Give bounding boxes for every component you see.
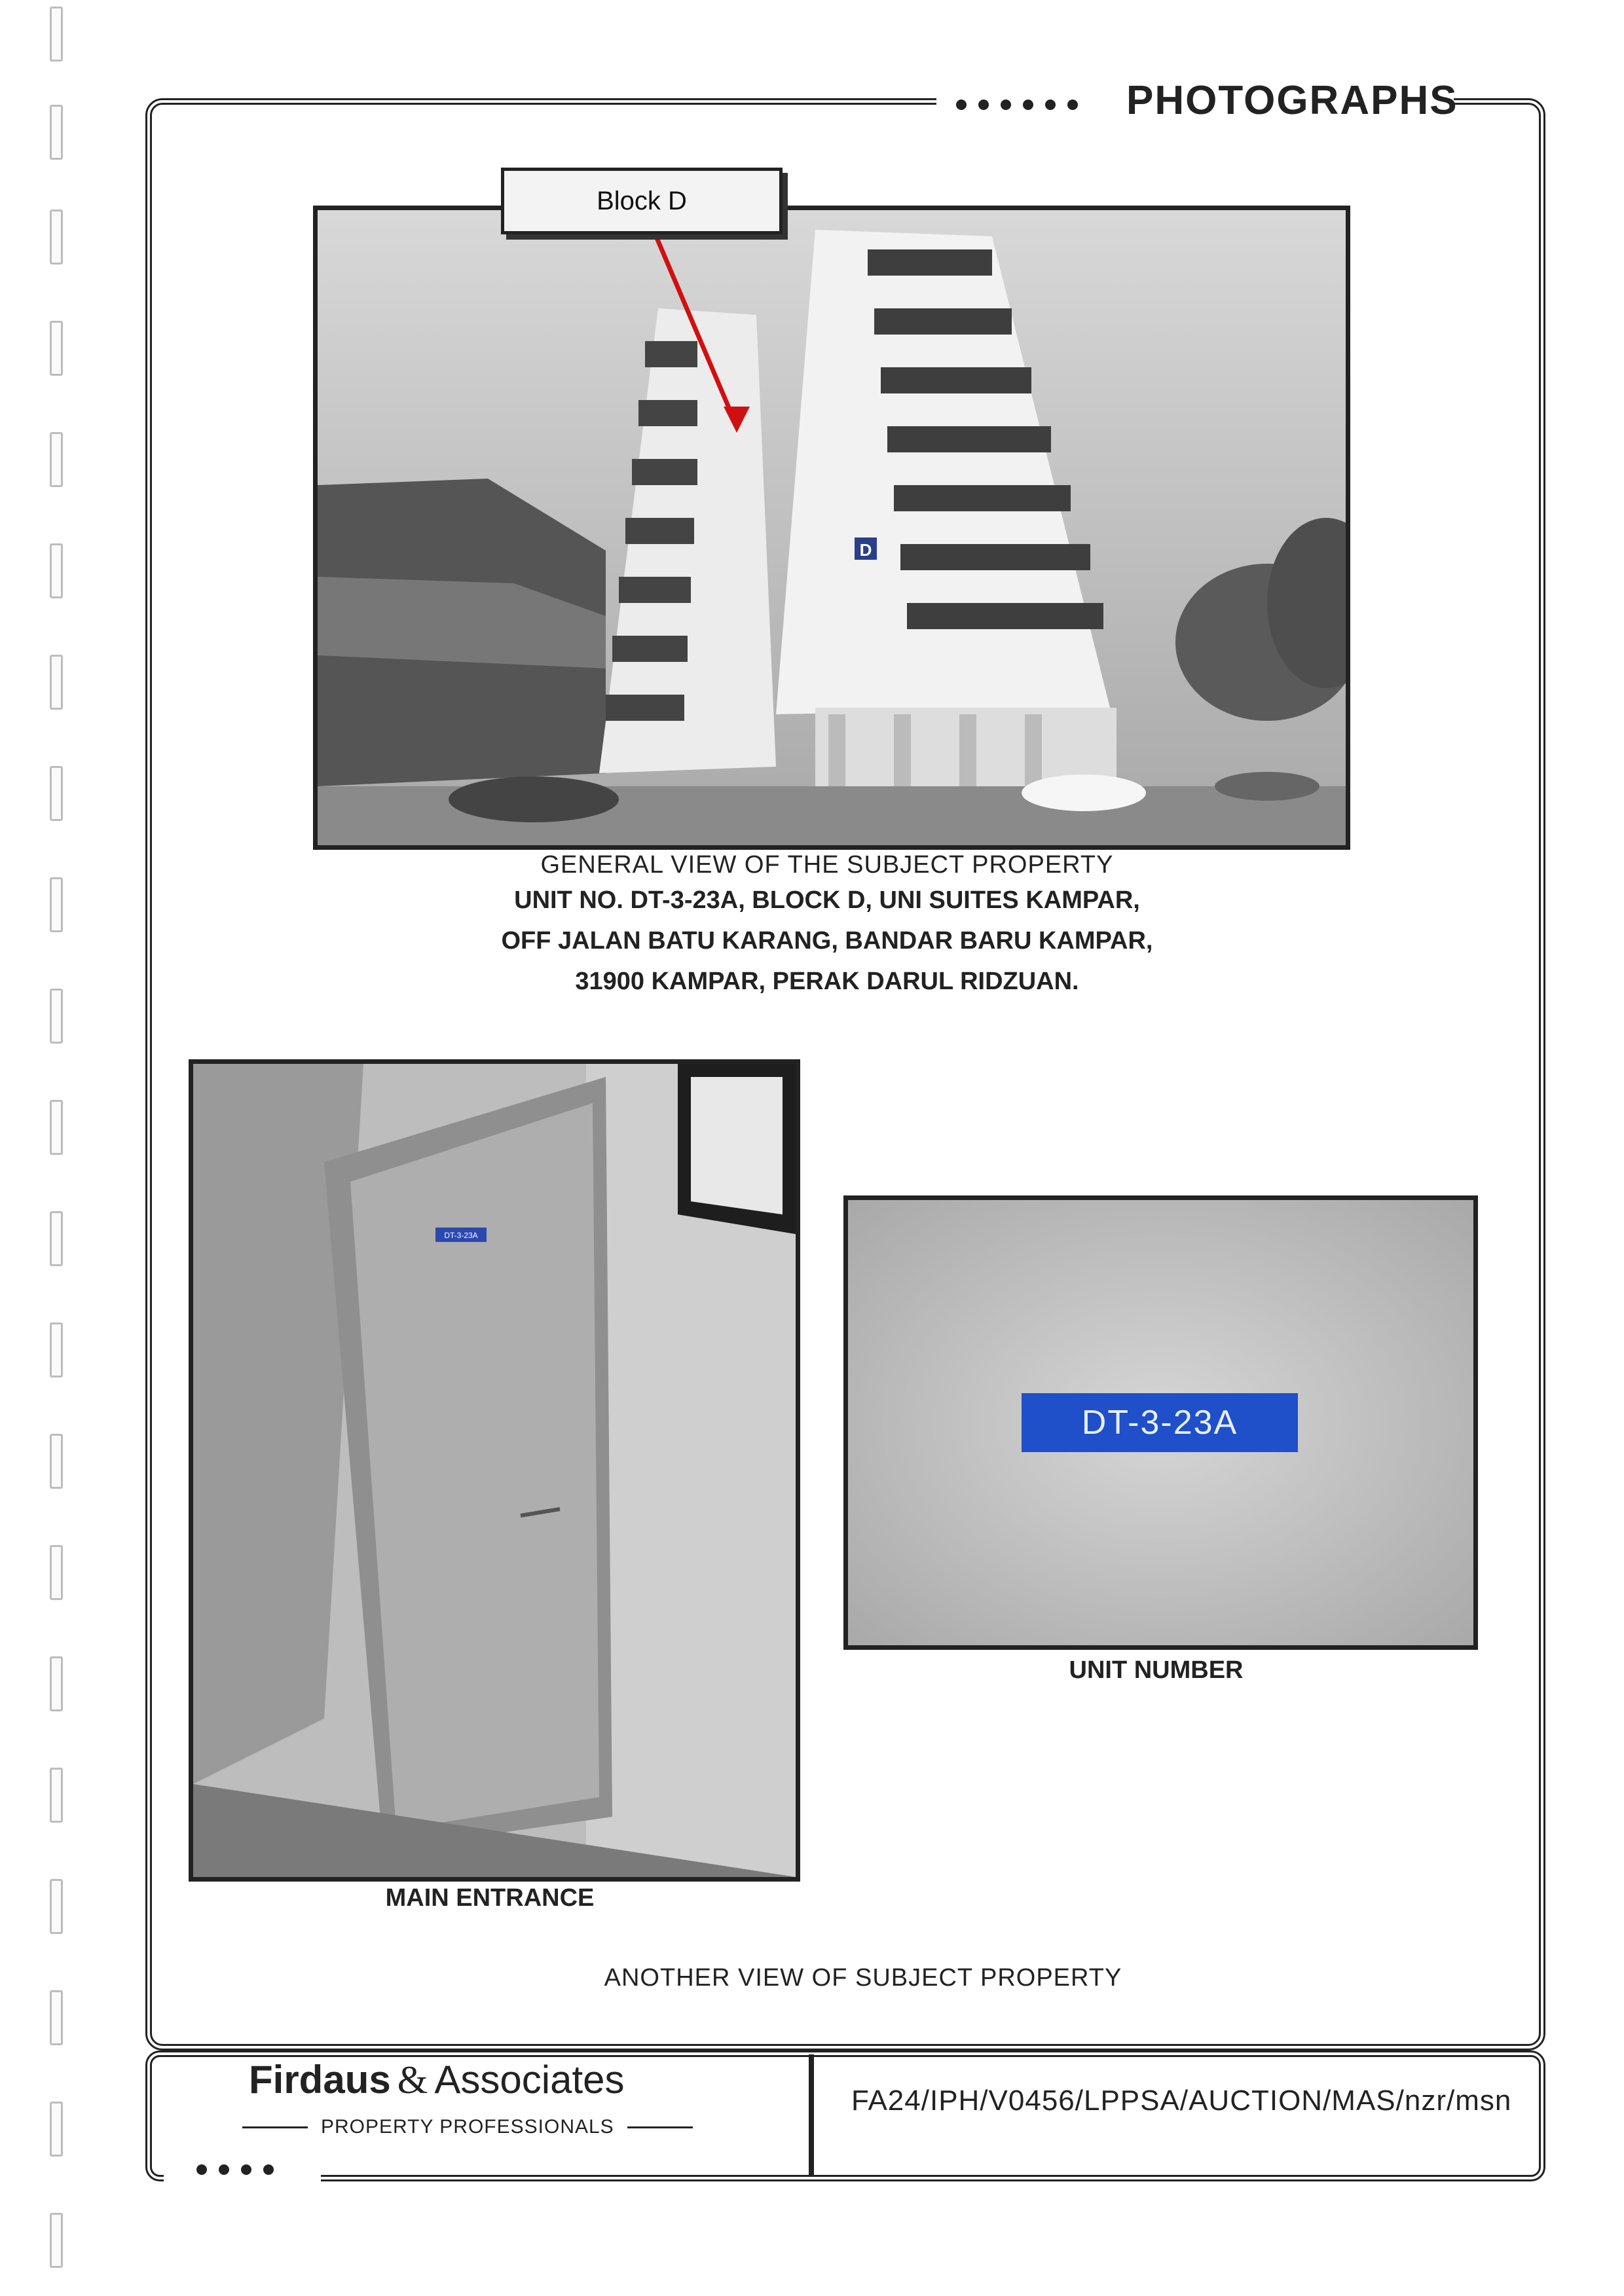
unit-plate: DT-3-23A [1081,1404,1238,1442]
footer-divider [809,2054,814,2176]
another-view-caption: ANOTHER VIEW OF SUBJECT PROPERTY [604,1964,1122,1992]
header-dots [956,100,1078,110]
company-ampersand: & [397,2058,428,2102]
page-title: PHOTOGRAPHS [1126,78,1458,123]
main-entrance-photo [189,1059,800,1882]
property-address-line2: OFF JALAN BATU KARANG, BANDAR BARU KAMPAR, [501,927,1153,955]
property-address-line3: 31900 KAMPAR, PERAK DARUL RIDZUAN. [575,968,1079,995]
reference-number: FA24/IPH/V0456/LPPSA/AUCTION/MAS/nzr/msn [851,2085,1512,2117]
main-entrance-caption: MAIN ENTRANCE [385,1884,595,1912]
block-d-callout: Block D [501,168,783,234]
block-sign: D [859,540,872,560]
binder-holes [26,0,79,2296]
company-name [249,2057,625,2103]
company-tagline [242,2116,693,2138]
unit-number-caption: UNIT NUMBER [1069,1656,1244,1684]
unit-number-photo [843,1195,1478,1650]
property-address-line1: UNIT NO. DT-3-23A, BLOCK D, UNI SUITES KAMPAR, [514,886,1140,914]
company-name-rest: Associates [434,2058,625,2102]
tagline-text: PROPERTY PROFESSIONALS [321,2116,614,2138]
door-plate: DT-3-23A [444,1231,478,1240]
general-view-photo [313,206,1350,850]
general-view-caption: GENERAL VIEW OF THE SUBJECT PROPERTY [540,851,1114,879]
footer-dots [196,2164,274,2175]
company-name-bold: Firdaus [249,2058,391,2102]
